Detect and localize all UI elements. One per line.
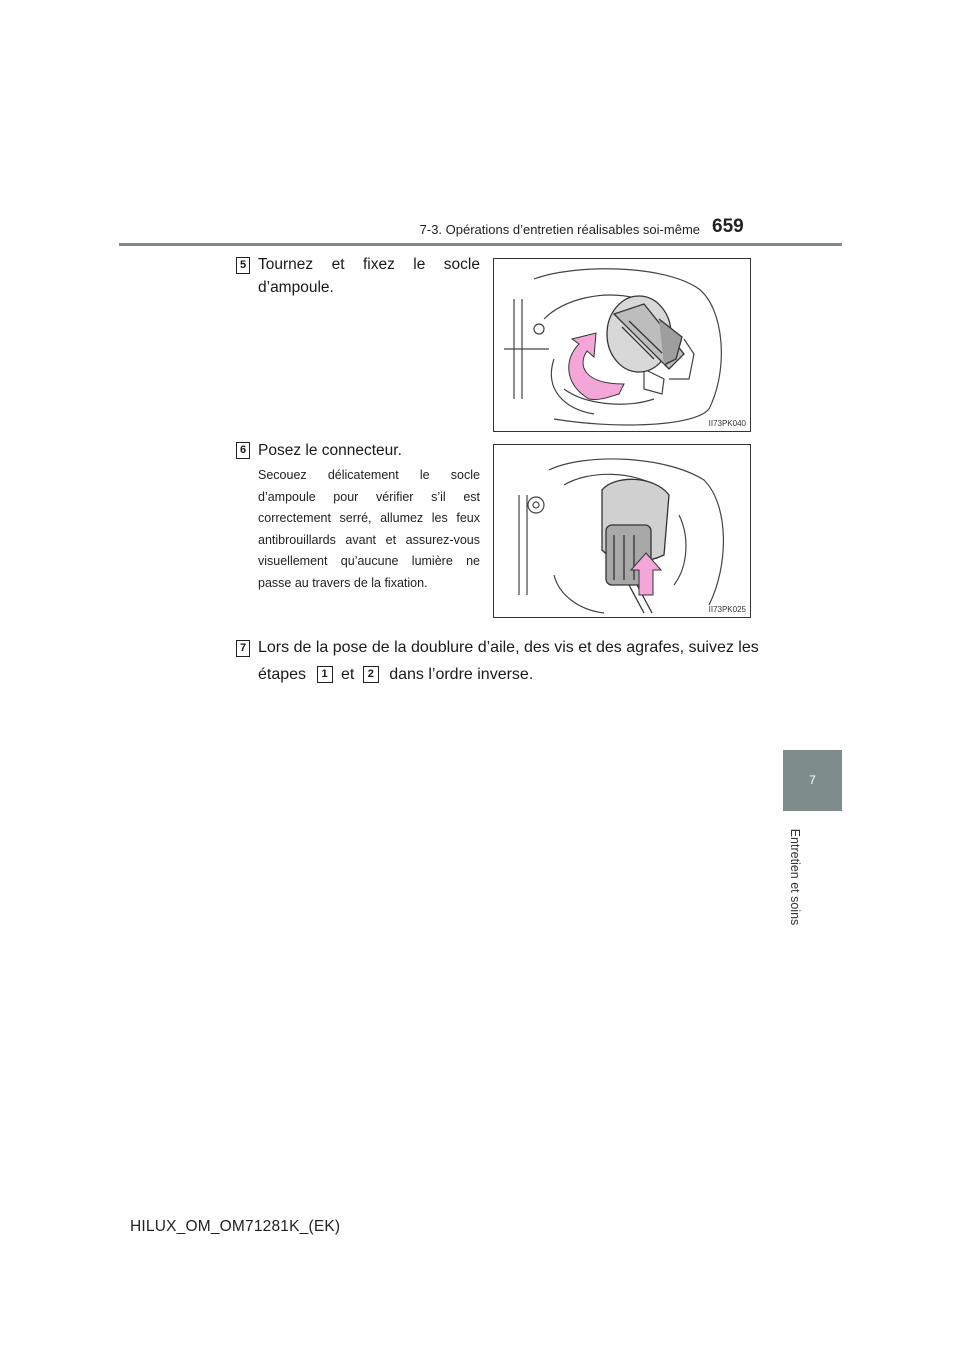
step-7-line-2	[258, 663, 533, 687]
figure-code-5: II73PK040	[708, 419, 746, 428]
step-7-text-before: étapes	[258, 666, 307, 683]
page-number: 659	[712, 216, 744, 237]
step-ref-1-badge: 1	[317, 666, 333, 683]
step-ref-2-badge: 2	[363, 666, 379, 683]
figure-code-6: II73PK025	[708, 605, 746, 614]
step-6-note: Secouez délicatement le socle d’ampoule pour vérifier s’il est correctement serré, allumez les feux antibrouillards avant et assurez-vous visuellement qu’aucune lumière ne passe au travers de la fixation.	[258, 468, 480, 590]
chapter-tab: 7	[783, 750, 842, 811]
step-5-badge: 5	[236, 257, 250, 274]
step-7-text-after: dans l’ordre inverse.	[389, 666, 534, 683]
figure-connector-install	[493, 444, 751, 618]
step-5-text: Tournez et fixez le socle d’ampoule.	[258, 256, 480, 296]
step-6-text: Posez le connecteur.	[258, 442, 402, 459]
header-divider	[119, 243, 842, 246]
illustration-connector	[494, 445, 750, 617]
document-id: HILUX_OM_OM71281K_(EK)	[130, 1218, 341, 1235]
step-6-badge: 6	[236, 442, 250, 459]
step-7-text-mid: et	[340, 666, 355, 683]
chapter-title-vertical: Entretien et soins	[788, 828, 802, 926]
section-title: 7-3. Opérations d’entretien réalisables soi-même	[419, 222, 700, 237]
step-7-badge: 7	[236, 640, 250, 657]
figure-bulb-socket-rotate	[493, 258, 751, 432]
illustration-bulb-rotate	[494, 259, 750, 431]
step-7-line-1: Lors de la pose de la doublure d’aile, des vis et des agrafes, suivez les	[258, 639, 759, 656]
